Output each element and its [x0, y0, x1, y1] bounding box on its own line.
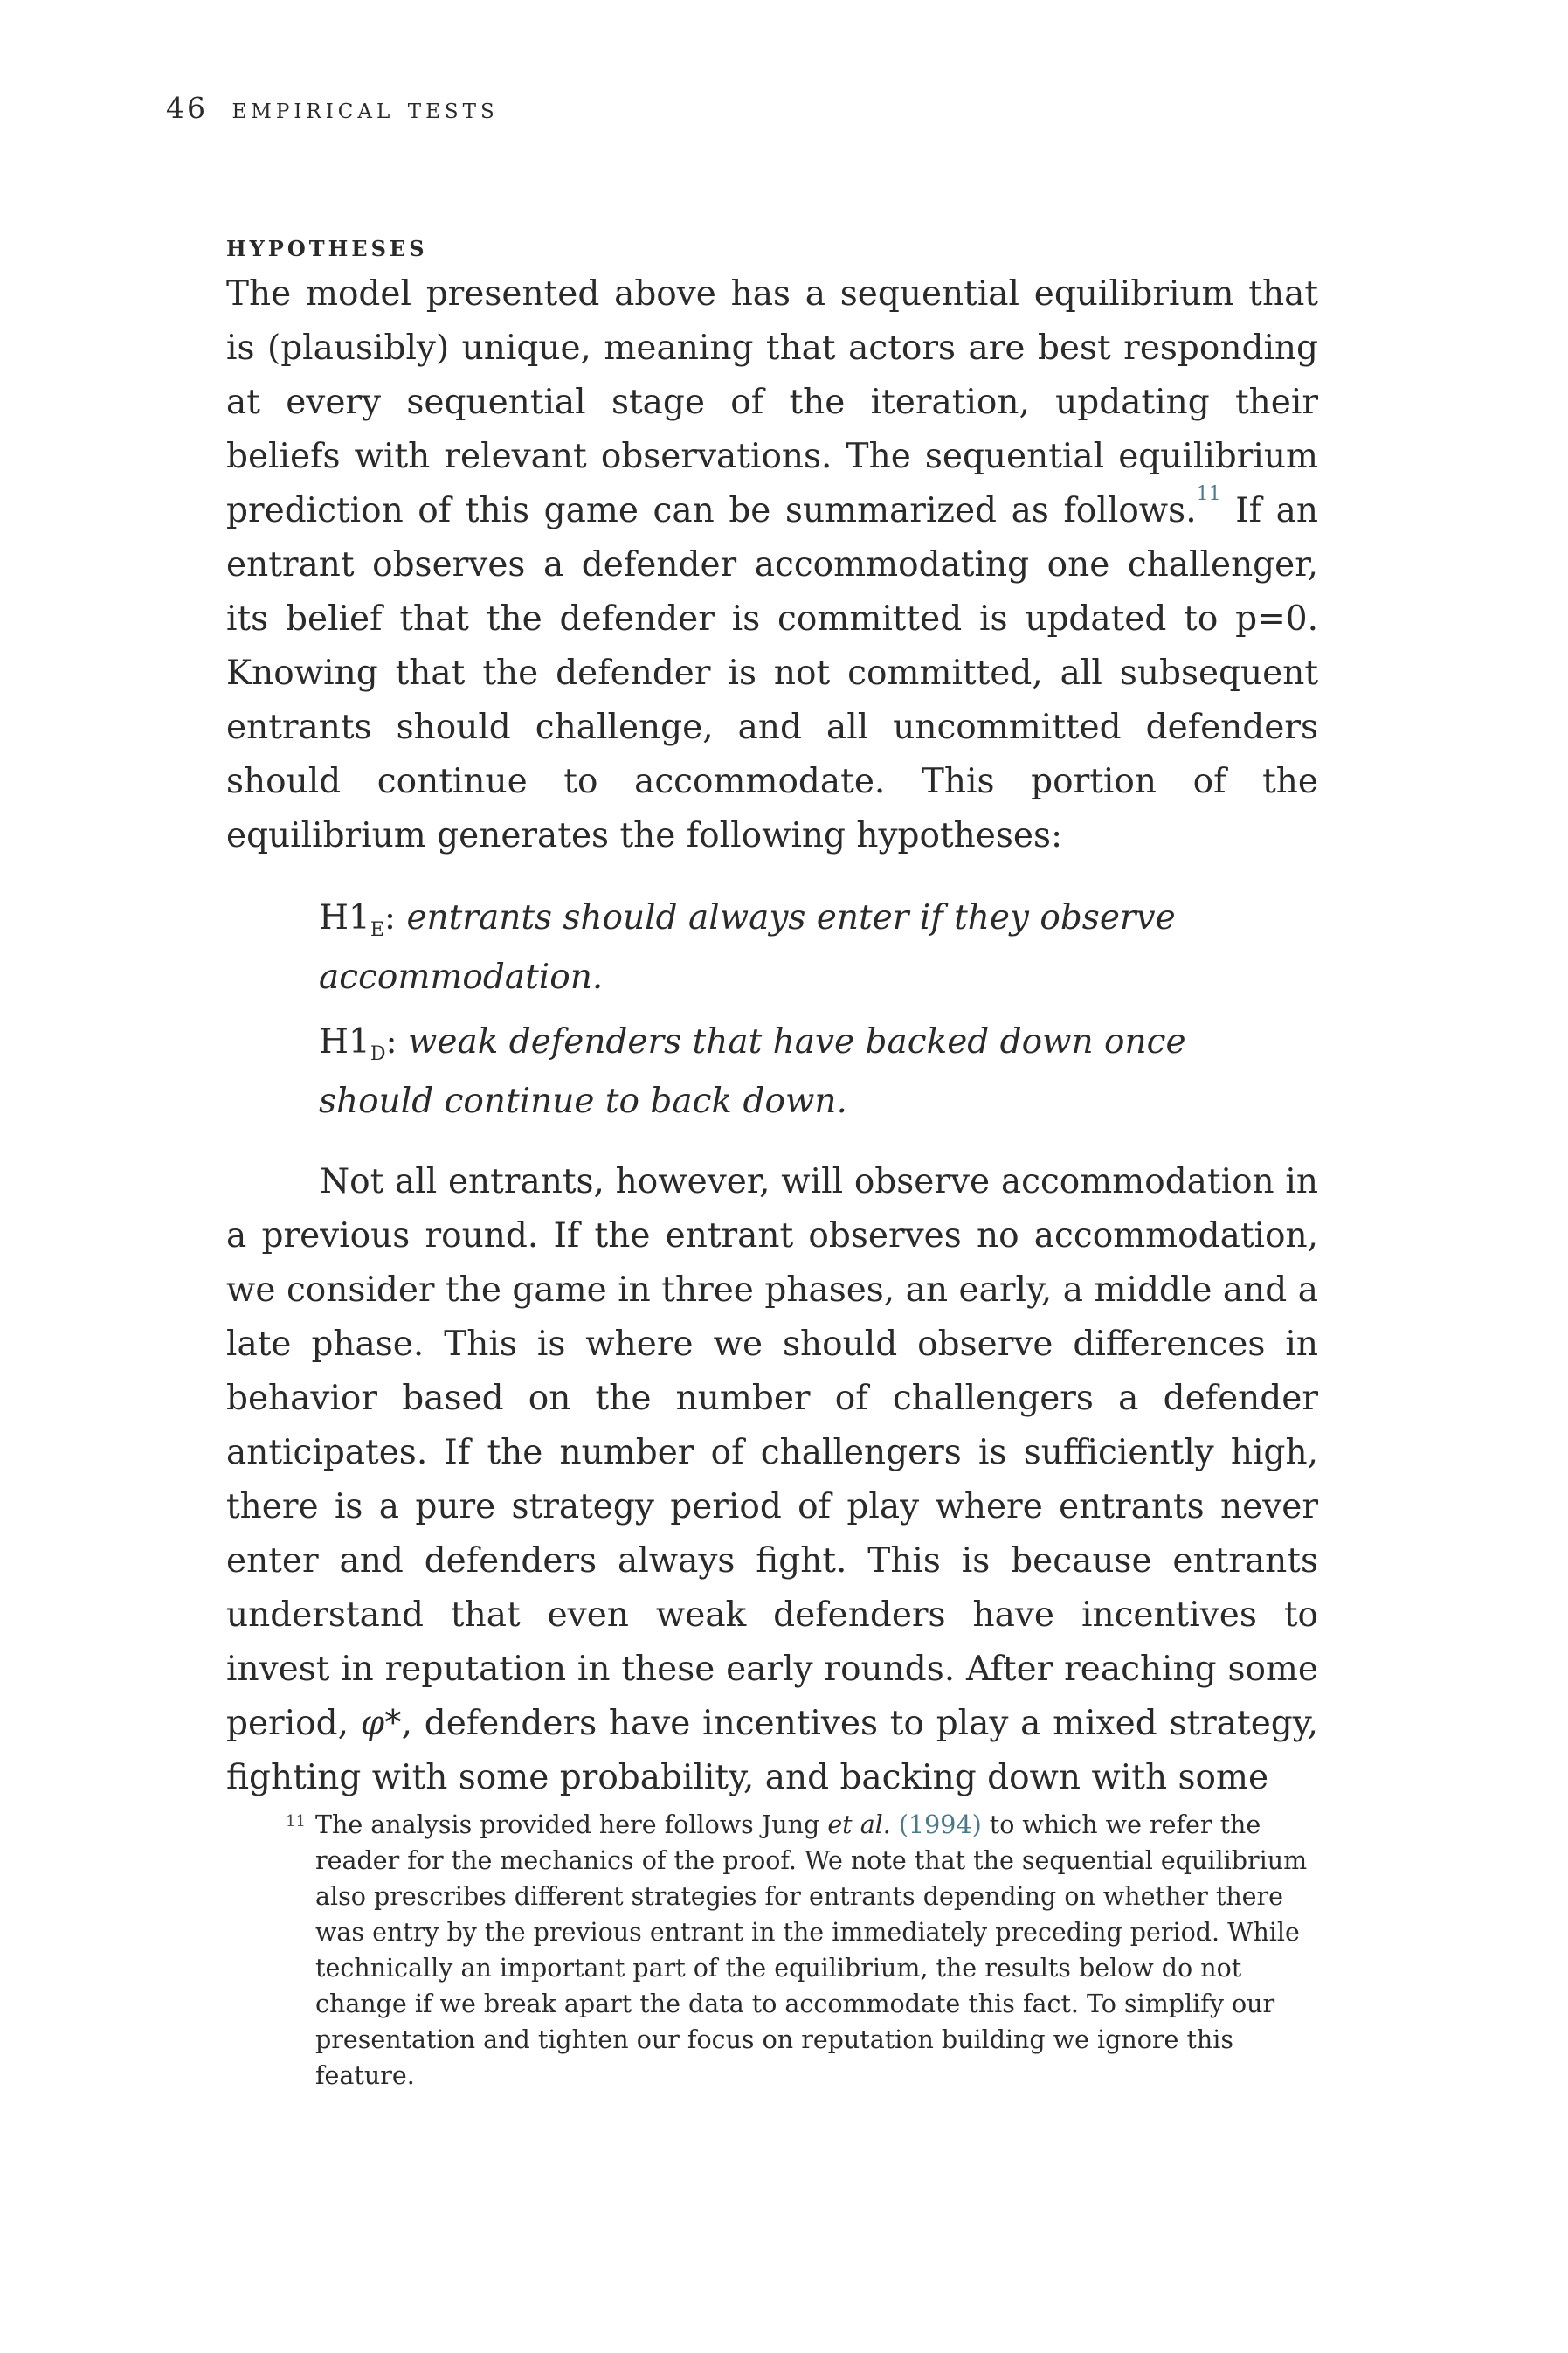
- running-head-title: empirical tests: [231, 91, 499, 125]
- footnote-author-etal: et al.: [827, 1810, 891, 1839]
- hypothesis-item: [319, 1015, 1192, 1129]
- hypothesis-subscript: E: [370, 919, 384, 941]
- footnote: [286, 1807, 1320, 2093]
- footnote-text-b: to which we refer the reader for the mechanics of the proof. We note that the sequential equilibrium also prescribes different strategies for entrants depending on whether there was entry by the previous entrant in the immediately preceding period. While technically an important part of the equilibrium, the results below do not change if we break apart the data to accommodate this fact. To simplify our presentation and tighten our focus on reputation building we ignore this feature.: [315, 1810, 1308, 2090]
- footnote-reference[interactable]: 11: [1196, 483, 1221, 505]
- footnote-citation-link[interactable]: (1994): [898, 1810, 982, 1839]
- hypothesis-subscript: D: [370, 1043, 386, 1065]
- hypotheses-list: [319, 891, 1192, 1129]
- hypothesis-label: $H1_E$:: [319, 898, 397, 941]
- phi-star-symbol: φ*: [360, 1704, 402, 1743]
- paragraph-2-text-b: , defenders have incentives to play a mixed strategy, fighting with some probability, and backing down with some: [226, 1704, 1318, 1797]
- paragraph-1-text-a: The model presented above has a sequential equilibrium that is (plausibly) unique, meaning that actors are best responding at every sequential stage of the iteration, updating their beliefs with relevant observations. The sequential equilibrium prediction of this game can be summarized as follows.: [226, 274, 1318, 530]
- footnote-number: 11: [286, 1812, 306, 1830]
- hypothesis-label: $H1_D$:: [319, 1022, 397, 1065]
- footnote-text-a: The analysis provided here follows Jung: [315, 1810, 828, 1839]
- hypothesis-item: [319, 891, 1192, 1005]
- running-head: [166, 91, 499, 125]
- section-heading: hypotheses: [226, 229, 428, 264]
- main-content: [226, 225, 1318, 1805]
- hypothesis-text: entrants should always enter if they observe accommodation.: [319, 898, 1176, 997]
- paragraph-2: [226, 1155, 1318, 1805]
- page-number: 46: [166, 91, 208, 125]
- hypothesis-text: weak defenders that have backed down once should continue to back down.: [319, 1022, 1186, 1121]
- paragraph-1: [226, 267, 1318, 863]
- paragraph-2-text-a: Not all entrants, however, will observe accommodation in a previous round. If the entrant observes no accommodation, we consider the game in three phases, an early, a middle and a late phase. This is where we should observe differences in behavior based on the number of challengers a defender anticipates. If the number of challengers is sufficiently high, there is a pure strategy period of play where entrants never enter and defenders always fight. This is because entrants understand that even weak defenders have incentives to invest in reputation in these early rounds. After reaching some period,: [226, 1162, 1318, 1743]
- paragraph-1-text-b: If an entrant observes a defender accommodating one challenger, its belief that the defender is committed is updated to p=0. Knowing that the defender is not committed, all subsequent entrants should challenge, and all uncommitted defenders should continue to accommodate. This portion of the equilibrium generates the following hypotheses:: [226, 491, 1318, 855]
